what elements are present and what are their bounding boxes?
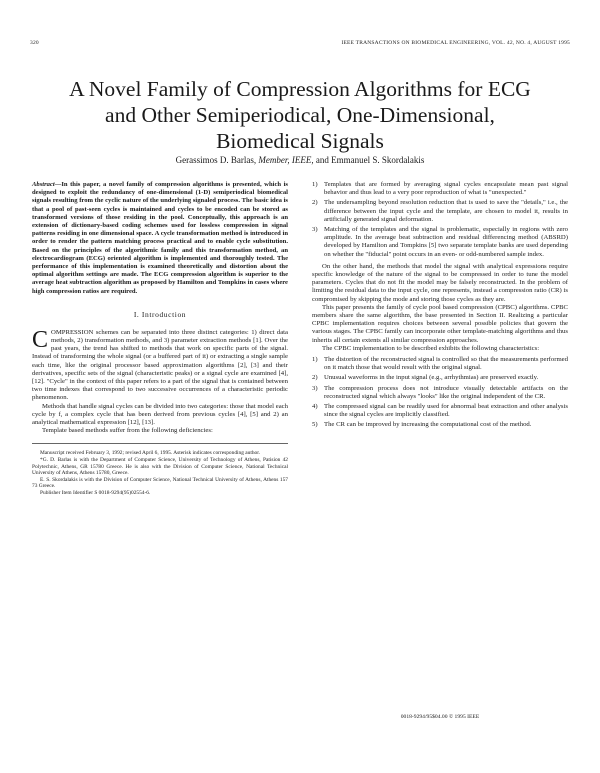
list-item: 3) The compression process does not introduce visually detectable artifacts on the reconstructed signal which always "looks" like the original independent of the CR. <box>312 384 568 400</box>
journal-header: IEEE TRANSACTIONS ON BIOMEDICAL ENGINEERING, VOL. 42, NO. 4, AUGUST 1995 <box>341 40 570 46</box>
intro-paragraph-1-text: OMPRESSION schemes can be separated into three distinct categories: 1) direct data methods, 2) transformation methods, and 3) parameter extraction methods [1]. Over the past years, the trend has shifted to methods that work on specific parts of the signal. Instead of transforming the whole signal (or a buffered part of it) or extracting a single sample each time, like the original processor based approximation algorithms [2], [3] and their derivatives, specific sets of the signal (characteristic peaks) or a signal cycle are examined [4], [12]. "Cycle" in the context of this paper refers to a part of the signal that is contained between two time indexes that correspond to two successive occurrences of a characteristic periodic phenomenon. <box>32 328 288 402</box>
page-number: 320 <box>30 40 39 46</box>
left-column <box>32 181 288 497</box>
paper-title: A Novel Family of Compression Algorithms for ECG and Other Semiperiodical, One-Dimensional, Biomedical Signals <box>69 77 531 153</box>
copyright-code: 0018-9294/95$04.00 © 1995 IEEE <box>400 714 480 720</box>
list-item: 4) The compressed signal can be readily used for abnormal beat extraction and other analysis since the signal cycles are implicitly classified. <box>312 403 568 419</box>
abstract-text: In this paper, a novel family of compression algorithms is presented, which is designed to exploit the redundancy of one-dimensional (1-D) semiperiodical biomedical signals resulting from the cyclic nature of the underlying signaled process. The basic idea is that a pool of past-seen cycles is maintained and cycles to be encoded can be stored as transformed versions of those residing in the pool. Conceptually, this approach is an extension of dictionary-based coding schemes used for lossless compression in signal patterns residing in one dimensional space. A cycle transformation method is introduced in order to render the pattern matching process practical and to enable cycle substitution. Based on the principles of the algorithmic family and this transformation method, an electrocardiogram (ECG) oriented algorithm is implemented and thoroughly tested. The performance of this implementation is examined theoretically and distortion about the optimal algorithm settings are made. The ECG compression algorithm is superior to the average heat subtraction algorithm as proposed by Hamilton and Tompkins in cases where high compression ratios are required. <box>32 181 288 295</box>
list-item: 2) Unusual waveforms in the input signal (e.g., arrhythmias) are preserved exactly. <box>312 374 539 382</box>
authors <box>60 155 540 165</box>
abstract <box>32 181 288 296</box>
footnote-manuscript: Manuscript received February 3, 1992; revised April 6, 1995. Asterisk indicates corresponding author. <box>40 450 261 457</box>
list-item: 3) Matching of the templates and the signal is problematic, especially in regions with zero amplitude. In the average beat subtraction and residual differencing method (ABSRD) developed by Hamilton and Tompkins [5] two separate template banks are used depending on whether the "fiducial" point occurs in an even- or odd-numbered sample index. <box>312 226 568 258</box>
running-header <box>30 40 570 50</box>
right-paragraph-3: The CPBC implementation to be described exhibits the following characteristics: <box>322 344 540 352</box>
list-item: 2) The undersampling beyond resolution reduction that is used to save the "details," i.e., the difference between the input cycle and the template, are chosen to model it, results in artificially generated signal deformation. <box>312 199 568 223</box>
intro-paragraph-2: Methods that handle signal cycles can be divided into two categories: those that model each cycle by f, a complex cycle that has been derived from previous cycles [4], [5] and 2) an analytical mathematical expression [12], [13]. <box>32 402 288 427</box>
abstract-label: Abstract— <box>32 181 62 188</box>
list-item: 5) The CR can be improved by increasing the computational cost of the method. <box>312 421 532 429</box>
author-2: and Emmanuel S. Skordalakis <box>315 155 425 165</box>
footnotes <box>32 443 288 496</box>
footnote-author-1: *G. D. Barlas is with the Department of Computer Science, University of Technology of Athens, Patision 42 Polytechnic, Athens, GR 15780 Greece. He is also with the Division of Computer Science, National Technical University of Athens, Athens 15780, Greece. <box>32 457 288 477</box>
right-paragraph-1: On the other hand, the methods that model the signal with analytical expressions require specific knowledge of the nature of the signal to be compressed in order to tune the model parameters. Cycles that do not fit the model may be falsely reconstructed. In the problem of limiting the residual data to the input cycle, one represents, instead a compression ratio (CR) is compromised by skipping the mode and storing those cycles as they are. <box>312 262 568 303</box>
intro-paragraph-1 <box>32 326 288 403</box>
intro-paragraph-3: Template based methods suffer from the following deficiencies: <box>42 427 213 435</box>
footnote-publisher-id: Publisher Item Identifier S 0018-9294(95)02554-6. <box>40 490 151 497</box>
deficiencies-list <box>312 181 568 259</box>
characteristics-list <box>312 356 568 430</box>
list-item: 1) The distortion of the reconstructed signal is controlled so that the measurements performed on it match those that would result with the original signal. <box>312 356 568 372</box>
list-item: 1) Templates that are formed by averaging signal cycles encapsulate mean past signal behavior and thus lead to a very poor reproduction of what is "unexpected." <box>312 181 568 197</box>
footnote-author-2: E. S. Skordalakis is with the Division of Computer Science, National Technical University of Athens, Athens 157 73 Greece. <box>32 476 288 490</box>
author-membership: Member, IEEE, <box>258 155 314 165</box>
author-1: Gerassimos D. Barlas, <box>175 155 257 165</box>
section-heading-introduction: I. Introduction <box>133 309 187 319</box>
drop-cap: C <box>32 326 49 353</box>
right-column <box>312 181 568 432</box>
right-paragraph-2: This paper presents the family of cycle pool based compression (CPBC) algorithms. CPBC members share the same algorithm, the base presented in Section II. Realizing a particular CPBC implementation requires choices between several possible policies that govern the various stages. The CPBC family can incorporate other template-matching algorithms and thus inherits all certain extents all similar compression approaches. <box>312 303 568 344</box>
